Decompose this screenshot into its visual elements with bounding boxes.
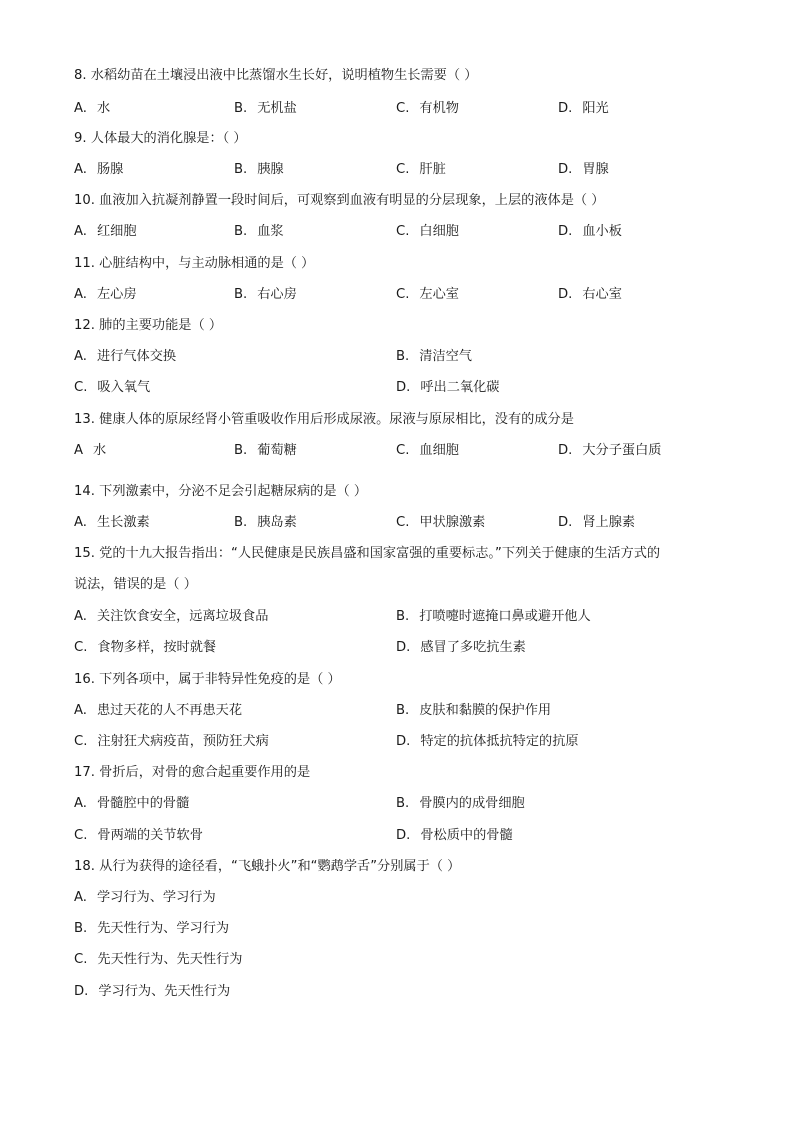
- question-15-option-c[interactable]: C. 食物多样，按时就餐: [74, 640, 217, 655]
- question-16-option-c[interactable]: C. 注射狂犬病疫苗，预防狂犬病: [74, 734, 269, 749]
- question-18-option-c[interactable]: C. 先天性行为、先天性行为: [74, 952, 243, 967]
- question-16-option-a[interactable]: A. 患过天花的人不再患天花: [74, 703, 243, 718]
- question-12-stem: 12. 肺的主要功能是（ ）: [74, 318, 223, 333]
- question-9-option-b[interactable]: B. 胰腺: [234, 162, 284, 177]
- question-15-option-b[interactable]: B. 打喷嚏时遮掩口鼻或避开他人: [396, 609, 591, 624]
- question-14-option-a[interactable]: A. 生长激素: [74, 515, 150, 530]
- question-11-stem: 11. 心脏结构中，与主动脉相通的是（ ）: [74, 256, 315, 271]
- question-9-option-c[interactable]: C. 肝脏: [396, 162, 446, 177]
- question-18-option-a[interactable]: A. 学习行为、学习行为: [74, 890, 216, 905]
- question-17-stem: 17. 骨折后，对骨的愈合起重要作用的是: [74, 765, 311, 780]
- question-18-option-b[interactable]: B. 先天性行为、学习行为: [74, 921, 230, 936]
- question-8-option-d[interactable]: D. 阳光: [558, 101, 609, 116]
- question-18-stem: 18. 从行为获得的途径看，“飞蛾扑火”和“鹦鹉学舌”分别属于（ ）: [74, 859, 461, 874]
- question-8-stem: 8. 水稻幼苗在土壤浸出液中比蒸馏水生长好，说明植物生长需要（ ）: [74, 68, 478, 83]
- question-16-stem: 16. 下列各项中，属于非特异性免疫的是（ ）: [74, 672, 341, 687]
- question-10-stem: 10. 血液加入抗凝剂静置一段时间后，可观察到血液有明显的分层现象，上层的液体是（ ）: [74, 193, 605, 208]
- question-11-option-d[interactable]: D. 右心室: [558, 287, 622, 302]
- question-14-stem: 14. 下列激素中，分泌不足会引起糖尿病的是（ ）: [74, 484, 368, 499]
- question-16-option-b[interactable]: B. 皮肤和黏膜的保护作用: [396, 703, 552, 718]
- question-13-stem: 13. 健康人体的原尿经肾小管重吸收作用后形成尿液。尿液与原尿相比，没有的成分是: [74, 412, 574, 427]
- question-17-option-a[interactable]: A. 骨髓腔中的骨髓: [74, 796, 190, 811]
- question-8-option-c[interactable]: C. 有机物: [396, 101, 459, 116]
- question-13-option-c[interactable]: C. 血细胞: [396, 443, 459, 458]
- question-9-stem: 9. 人体最大的消化腺是：（ ）: [74, 131, 247, 146]
- question-15-option-d[interactable]: D. 感冒了多吃抗生素: [396, 640, 526, 655]
- question-17-option-d[interactable]: D. 骨松质中的骨髓: [396, 828, 513, 843]
- question-15-stem: 15. 党的十九大报告指出：“人民健康是民族昌盛和国家富强的重要标志。”下列关于健康的生活方式的: [74, 546, 661, 561]
- question-13-option-b[interactable]: B. 葡萄糖: [234, 443, 297, 458]
- question-16-option-d[interactable]: D. 特定的抗体抵抗特定的抗原: [396, 734, 579, 749]
- question-14-option-b[interactable]: B. 胰岛素: [234, 515, 297, 530]
- question-10-option-a[interactable]: A. 红细胞: [74, 224, 137, 239]
- question-18-option-d[interactable]: D. 学习行为、先天性行为: [74, 984, 231, 999]
- question-8-option-a[interactable]: A. 水: [74, 101, 111, 116]
- question-9-option-a[interactable]: A. 肠腺: [74, 162, 124, 177]
- question-11-option-b[interactable]: B. 右心房: [234, 287, 297, 302]
- question-13-option-d[interactable]: D. 大分子蛋白质: [558, 443, 662, 458]
- question-12-option-b[interactable]: B. 清洁空气: [396, 349, 472, 364]
- question-14-option-c[interactable]: C. 甲状腺激素: [396, 515, 486, 530]
- question-12-option-d[interactable]: D. 呼出二氧化碳: [396, 380, 500, 395]
- question-17-option-c[interactable]: C. 骨两端的关节软骨: [74, 828, 203, 843]
- question-14-option-d[interactable]: D. 肾上腺素: [558, 515, 636, 530]
- question-13-option-a[interactable]: A 水: [74, 443, 107, 458]
- question-15-option-a[interactable]: A. 关注饮食安全，远离垃圾食品: [74, 609, 269, 624]
- question-12-option-c[interactable]: C. 吸入氧气: [74, 380, 151, 395]
- question-10-option-b[interactable]: B. 血浆: [234, 224, 284, 239]
- question-10-option-d[interactable]: D. 血小板: [558, 224, 622, 239]
- question-17-option-b[interactable]: B. 骨膜内的成骨细胞: [396, 796, 525, 811]
- question-8-option-b[interactable]: B. 无机盐: [234, 101, 297, 116]
- question-10-option-c[interactable]: C. 白细胞: [396, 224, 459, 239]
- question-12-option-a[interactable]: A. 进行气体交换: [74, 349, 177, 364]
- question-11-option-c[interactable]: C. 左心室: [396, 287, 459, 302]
- question-11-option-a[interactable]: A. 左心房: [74, 287, 137, 302]
- question-9-option-d[interactable]: D. 胃腺: [558, 162, 609, 177]
- question-15-stem-continued: 说法，错误的是（ ）: [74, 577, 197, 592]
